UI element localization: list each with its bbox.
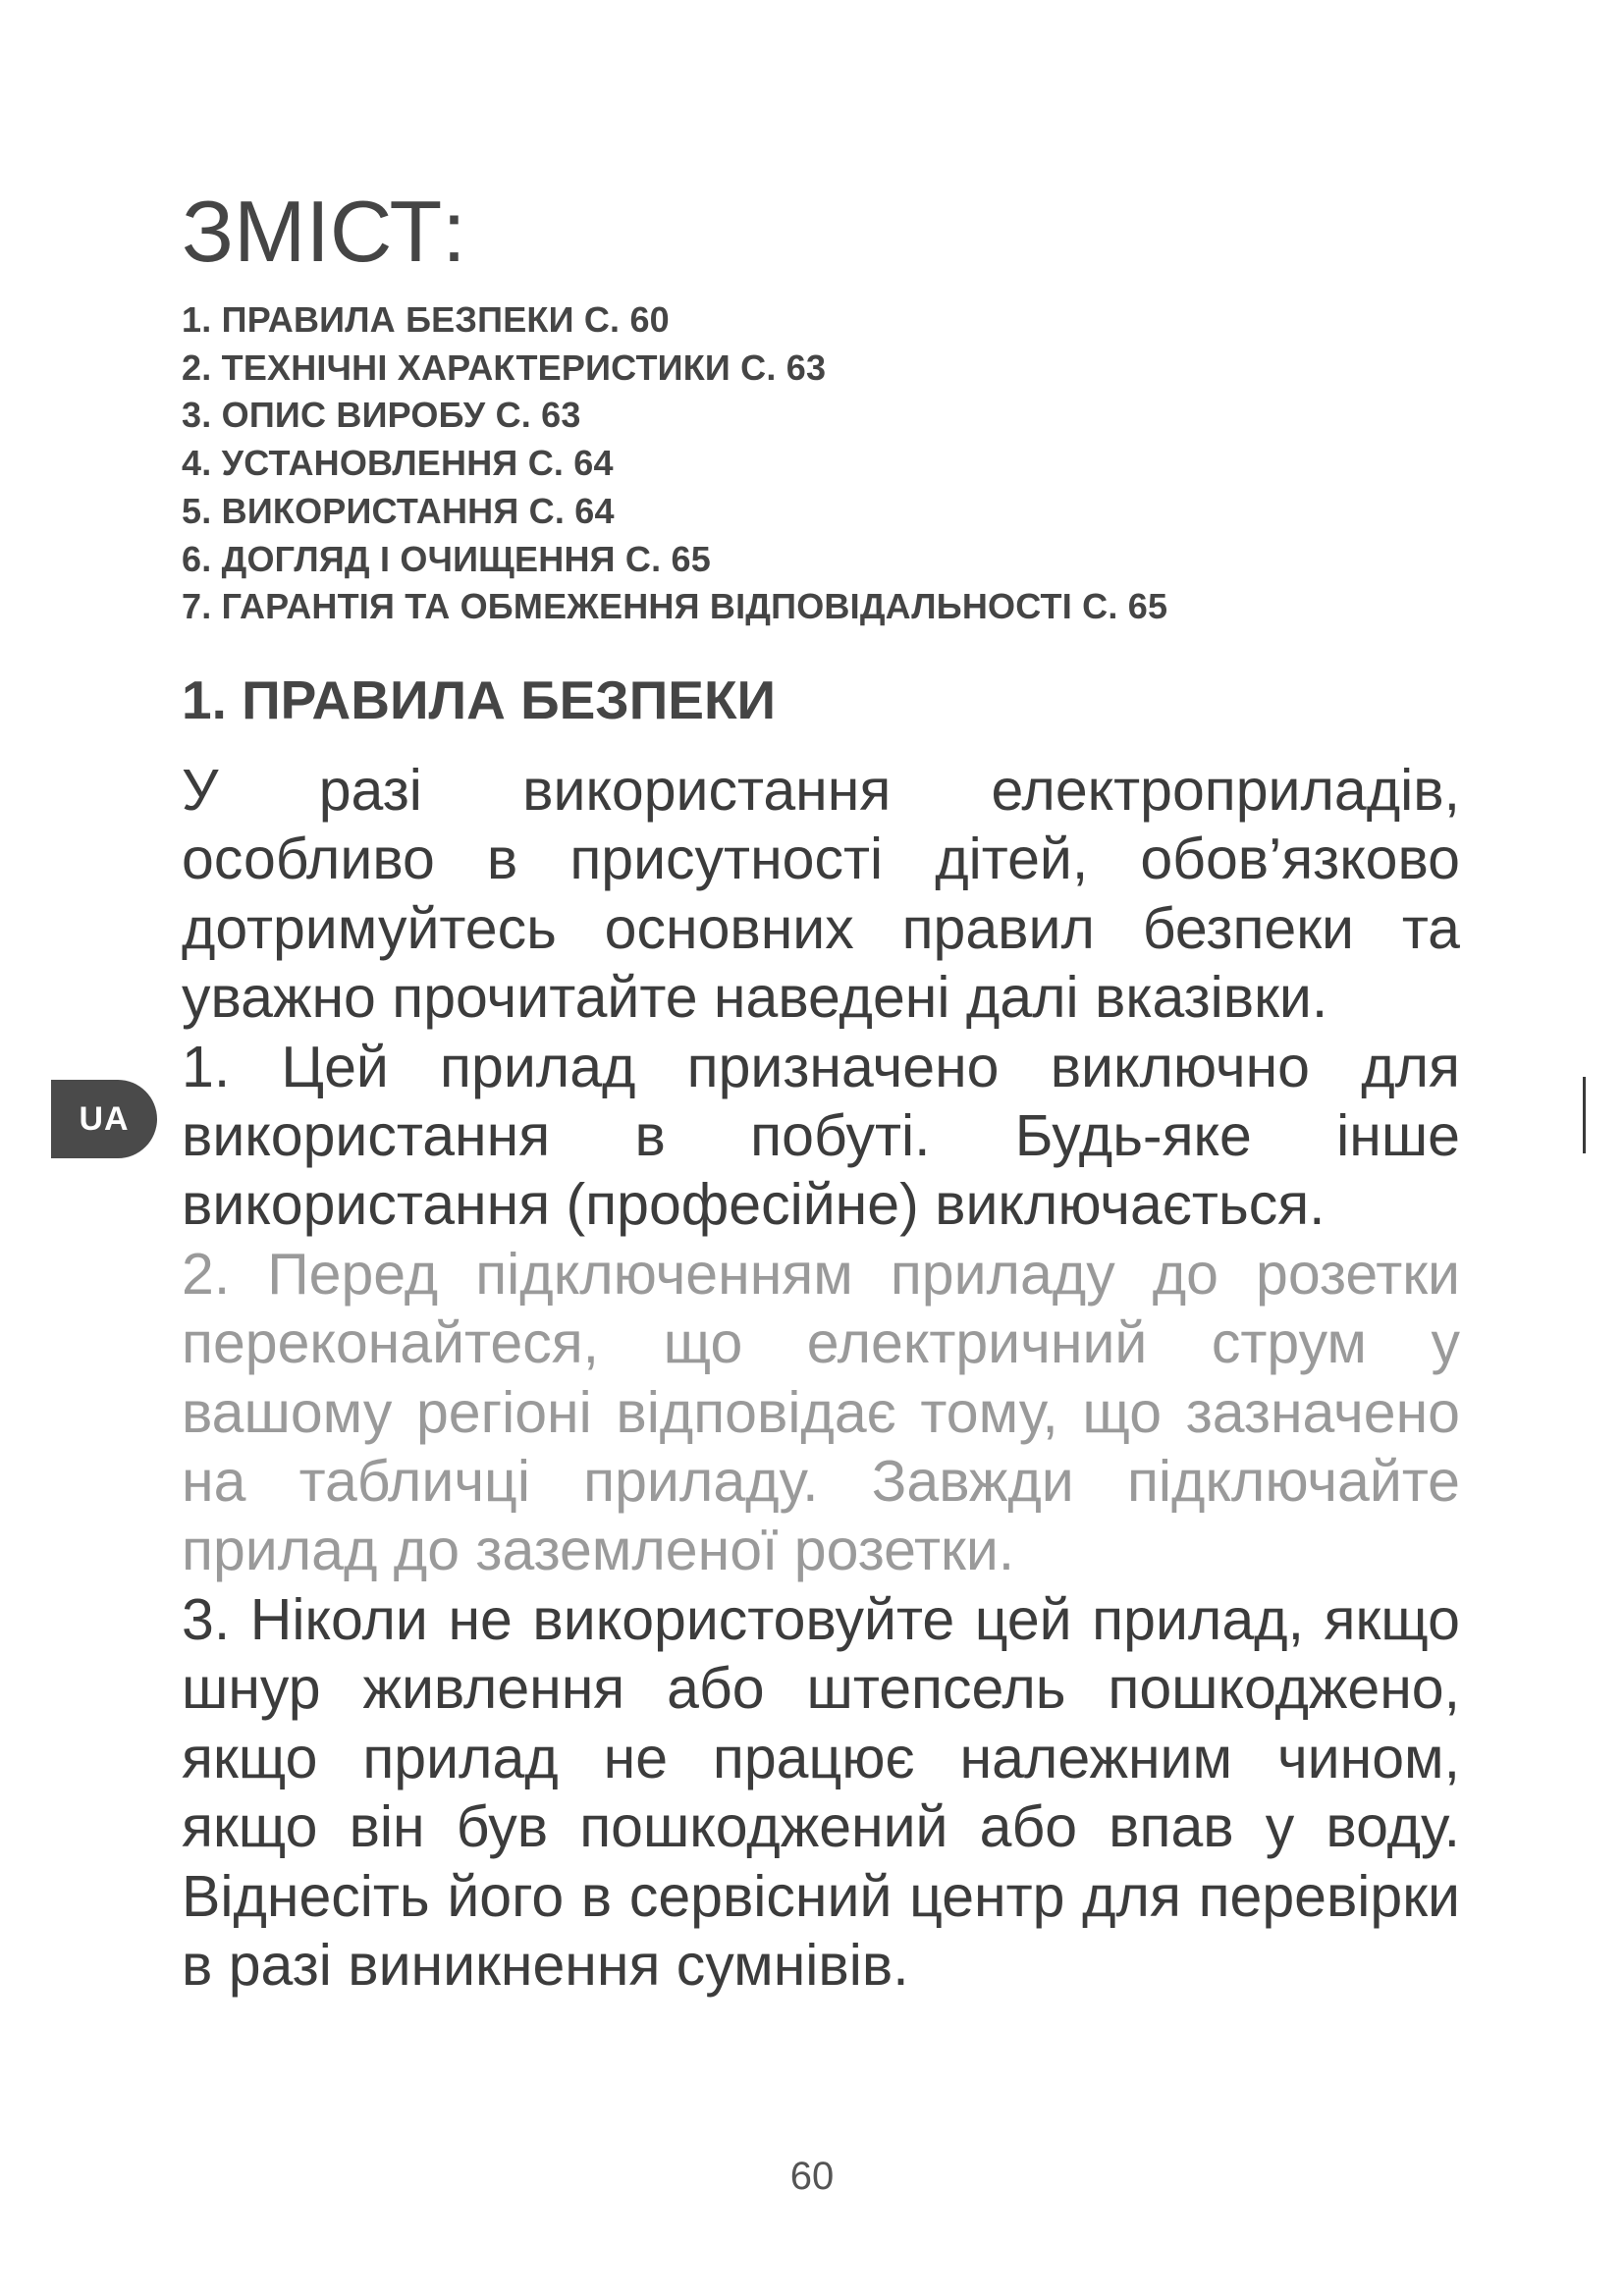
margin-marker: [1583, 1077, 1586, 1153]
safety-item-1: 1. Цей прилад призначено виключно для використання в побуті. Будь-яке інше використання (професійне) виключається.: [182, 1034, 1460, 1238]
safety-item-2: 2. Перед підключенням приладу до розетки переконайтеся, що електричний струм у вашому регіоні відповідає тому, що зазначено на табличці приладу. Завжди підключайте прилад до заземленої розетки.: [182, 1241, 1460, 1583]
toc-item: 5. ВИКОРИСТАННЯ С. 64: [182, 490, 615, 531]
safety-text: [182, 756, 1460, 2000]
toc-item: 3. ОПИС ВИРОБУ С. 63: [182, 395, 581, 436]
toc-item: 7. ГАРАНТІЯ ТА ОБМЕЖЕННЯ ВІДПОВІДАЛЬНОСТІ С. 65: [182, 586, 1168, 627]
page-title: ЗМІСТ:: [182, 183, 466, 280]
safety-item-3: 3. Ніколи не використовуйте цей прилад, якщо шнур живлення або штепсель пошкоджено, якщо прилад не працює належним чином, якщо він був пошкоджений або впав у воду. Віднесіть його в сервісний центр для перевірки в разі виникнення сумнівів.: [182, 1586, 1460, 1998]
toc-item: 6. ДОГЛЯД І ОЧИЩЕННЯ С. 65: [182, 538, 711, 579]
section-heading: 1. ПРАВИЛА БЕЗПЕКИ: [182, 669, 777, 730]
intro-paragraph: У разі використання електроприладів, особливо в присутності дітей, обов’язково дотримуйтесь основних правил безпеки та уважно прочитайте наведені далі вказівки.: [182, 758, 1460, 1031]
page-number: 60: [789, 2155, 835, 2198]
toc-item: 1. ПРАВИЛА БЕЗПЕКИ С. 60: [182, 299, 670, 340]
table-of-contents: [182, 296, 1167, 631]
toc-item: 2. ТЕХНІЧНІ ХАРАКТЕРИСТИКИ С. 63: [182, 347, 827, 388]
toc-item: 4. УСТАНОВЛЕННЯ С. 64: [182, 443, 614, 484]
language-tab: UA: [51, 1080, 157, 1158]
